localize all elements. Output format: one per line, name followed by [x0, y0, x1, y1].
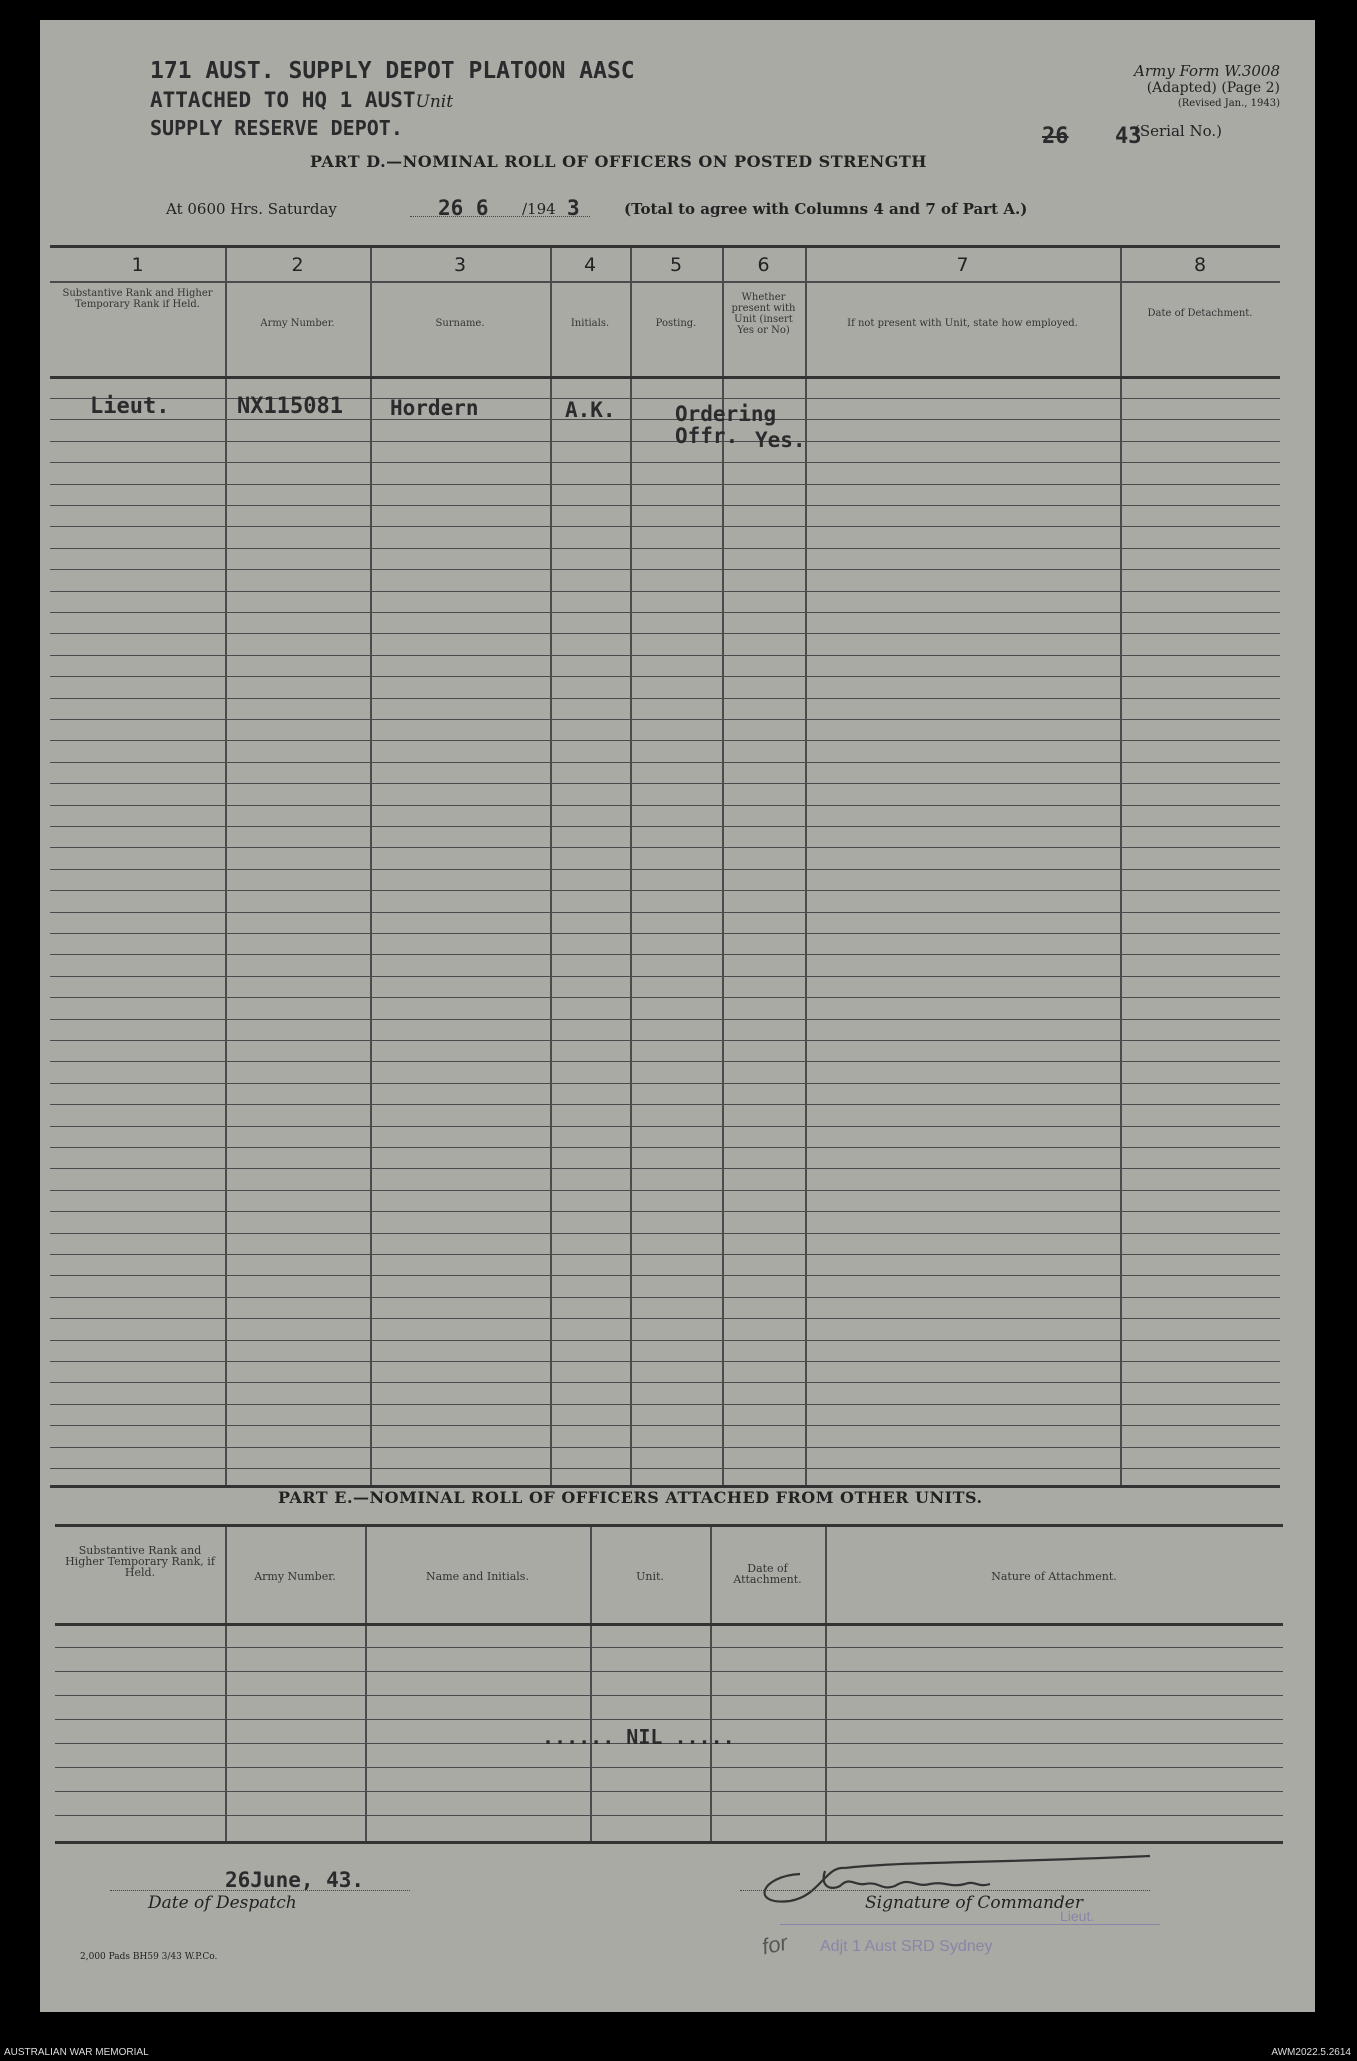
part-d-column-number: 6: [757, 254, 770, 276]
part-d-row-rule: [50, 847, 1280, 848]
part-d-row-rule: [50, 1447, 1280, 1448]
part-d-row-rule: [50, 526, 1280, 527]
part-d-row-rule: [50, 1040, 1280, 1041]
part-d-column-number: 5: [669, 254, 683, 276]
part-e-column-head: Date of Attachment.: [733, 1562, 802, 1586]
part-d-row-rule: [50, 676, 1280, 677]
part-e-row-rule: [55, 1695, 1283, 1696]
part-d-row-rule: [50, 462, 1280, 463]
part-d-row-rule: [50, 398, 1280, 399]
part-d-row-rule: [50, 633, 1280, 634]
unit-name-typed: 171 AUST. SUPPLY DEPOT PLATOON AASC: [150, 58, 635, 84]
part-e-table: [55, 1524, 1283, 1844]
part-d-column-head: Surname.: [435, 318, 485, 329]
part-d-column-number: 8: [1193, 254, 1207, 276]
form-id: Army Form W.3008: [1134, 62, 1280, 80]
serial-year: 43: [1115, 124, 1142, 149]
part-d-table: [50, 245, 1280, 1488]
date-mid: /194: [522, 200, 556, 218]
part-e-column-head: Nature of Attachment.: [991, 1570, 1117, 1583]
serial-label: (Serial No.): [1134, 122, 1222, 140]
part-d-row-rule: [50, 1382, 1280, 1383]
part-d-row-rule: [50, 976, 1280, 977]
part-d-row-rule: [50, 826, 1280, 827]
part-d-row-rule: [50, 1275, 1280, 1276]
time-prefix: At 0600 Hrs. Saturday: [166, 200, 337, 218]
form-revised: (Revised Jan., 1943): [1177, 98, 1280, 109]
part-d-row-rule: [50, 740, 1280, 741]
part-d-row-rule: [50, 1318, 1280, 1319]
date-dotted-line: [410, 216, 590, 217]
part-e-row-rule: [55, 1791, 1283, 1792]
part-d-column-number: 7: [956, 254, 969, 276]
part-e-nil: ...... NIL .....: [542, 1725, 735, 1749]
part-d-row-rule: [50, 655, 1280, 656]
signature-dotted-line: [740, 1890, 1150, 1891]
part-d-column-head: If not present with Unit, state how employed.: [847, 318, 1078, 329]
part-d-row-rule: [50, 1254, 1280, 1255]
part-d-header-rule: [50, 376, 1280, 379]
entry-posting-line1: Ordering: [675, 402, 777, 426]
entry-posting-line2: Offr.: [675, 424, 739, 448]
part-d-row-rule: [50, 762, 1280, 763]
part-d-row-rule: [50, 1190, 1280, 1191]
date-year: 3: [567, 196, 580, 220]
part-d-row-rule: [50, 1233, 1280, 1234]
part-e-row-rule: [55, 1815, 1283, 1816]
part-d-row-rule: [50, 1126, 1280, 1127]
part-e-row-rule: [55, 1719, 1283, 1720]
part-d-column-number: 2: [291, 254, 304, 276]
entry-initials: A.K.: [565, 398, 616, 422]
part-d-row-rule: [50, 698, 1280, 699]
depot-name-typed: SUPPLY RESERVE DEPOT.: [150, 116, 403, 140]
archive-label-left: AUSTRALIAN WAR MEMORIAL: [4, 2047, 149, 2058]
part-d-column-divider: [370, 248, 372, 1485]
serial-typed: 26: [1042, 124, 1069, 149]
part-d-column-head: Whether present with Unit (insert Yes or No): [731, 292, 796, 336]
despatch-label: Date of Despatch: [148, 1893, 297, 1913]
part-d-row-rule: [50, 1104, 1280, 1105]
part-d-row-rule: [50, 1147, 1280, 1148]
part-e-row-rule: [55, 1671, 1283, 1672]
printer-line: 2,000 Pads BH59 3/43 W.P.Co.: [80, 1952, 218, 1962]
part-d-column-number: 1: [131, 254, 144, 276]
part-d-column-head: Substantive Rank and Higher Temporary Rank if Held.: [62, 288, 213, 310]
stamp-for: for: [759, 1929, 790, 1960]
attached-to-typed: [150, 88, 453, 112]
part-e-column-head: Unit.: [636, 1570, 664, 1583]
part-d-row-rule: [50, 869, 1280, 870]
part-d-column-divider: [550, 248, 552, 1485]
attached-to-text: ATTACHED TO HQ 1 AUST: [150, 88, 416, 112]
archive-label-right: AWM2022.5.2614: [1271, 2047, 1351, 2058]
part-d-column-divider: [225, 248, 227, 1485]
part-d-column-head: Initials.: [570, 318, 610, 329]
part-e-column-divider: [225, 1527, 227, 1841]
part-d-row-rule: [50, 419, 1280, 420]
unit-label: Unit: [415, 92, 454, 112]
part-d-row-rule: [50, 484, 1280, 485]
part-d-title: PART D.—NOMINAL ROLL OF OFFICERS ON POSTED STRENGTH: [310, 152, 927, 171]
part-e-row-rule: [55, 1647, 1283, 1648]
part-d-row-rule: [50, 997, 1280, 998]
entry-rank: Lieut.: [90, 394, 170, 419]
part-d-row-rule: [50, 441, 1280, 442]
part-d-row-rule: [50, 954, 1280, 955]
part-d-row-rule: [50, 1297, 1280, 1298]
part-d-column-head: Army Number.: [260, 318, 335, 329]
part-d-column-number: 4: [583, 254, 597, 276]
entry-army-number: NX115081: [237, 394, 343, 419]
time-suffix: (Total to agree with Columns 4 and 7 of Part A.): [624, 200, 1028, 218]
part-d-row-rule: [50, 548, 1280, 549]
part-d-row-rule: [50, 1340, 1280, 1341]
stamp-rank: Lieut.: [1060, 1908, 1095, 1924]
part-d-row-rule: [50, 1404, 1280, 1405]
stamp-unit: Adjt 1 Aust SRD Sydney: [820, 1938, 993, 1955]
part-d-column-head: Date of Detachment.: [1147, 308, 1253, 319]
entry-surname: Hordern: [390, 396, 479, 420]
part-d-row-rule: [50, 890, 1280, 891]
part-e-column-divider: [710, 1527, 712, 1841]
despatch-dotted-line: [110, 1890, 410, 1891]
part-d-row-rule: [50, 591, 1280, 592]
part-e-header-rule: [55, 1623, 1283, 1626]
part-e-column-head: Substantive Rank and Higher Temporary Rank, if Held.: [65, 1544, 215, 1579]
form-sheet: [40, 20, 1315, 2012]
part-d-row-rule: [50, 1425, 1280, 1426]
part-e-title: PART E.—NOMINAL ROLL OF OFFICERS ATTACHED FROM OTHER UNITS.: [278, 1488, 983, 1507]
despatch-date-typed: 26June, 43.: [225, 1868, 365, 1892]
form-adapted: (Adapted) (Page 2): [1146, 80, 1280, 96]
part-e-column-divider: [590, 1527, 592, 1841]
part-d-row-rule: [50, 569, 1280, 570]
part-d-column-number: 3: [453, 254, 467, 276]
part-d-column-divider: [630, 248, 632, 1485]
part-e-column-head: Name and Initials.: [426, 1570, 529, 1583]
signature-label: Signature of Commander: [865, 1893, 1083, 1913]
part-d-row-rule: [50, 912, 1280, 913]
part-d-row-rule: [50, 1468, 1280, 1469]
part-d-row-rule: [50, 933, 1280, 934]
part-e-column-divider: [365, 1527, 367, 1841]
entry-present: Yes.: [755, 428, 806, 452]
date-typed: 26 6: [438, 196, 489, 220]
part-d-row-rule: [50, 719, 1280, 720]
part-d-row-rule: [50, 783, 1280, 784]
part-d-row-rule: [50, 1083, 1280, 1084]
part-d-number-row-rule: [50, 281, 1280, 283]
part-d-row-rule: [50, 805, 1280, 806]
part-d-row-rule: [50, 1361, 1280, 1362]
part-d-column-divider: [1120, 248, 1122, 1485]
part-e-column-divider: [825, 1527, 827, 1841]
part-d-row-rule: [50, 612, 1280, 613]
part-e-column-head: Army Number.: [254, 1570, 336, 1583]
part-d-row-rule: [50, 505, 1280, 506]
part-e-row-rule: [55, 1767, 1283, 1768]
part-d-row-rule: [50, 1168, 1280, 1169]
stamp-rule: [780, 1924, 1160, 1925]
part-d-row-rule: [50, 1061, 1280, 1062]
part-d-row-rule: [50, 1211, 1280, 1212]
part-d-row-rule: [50, 1019, 1280, 1020]
part-d-column-head: Posting.: [655, 318, 697, 329]
